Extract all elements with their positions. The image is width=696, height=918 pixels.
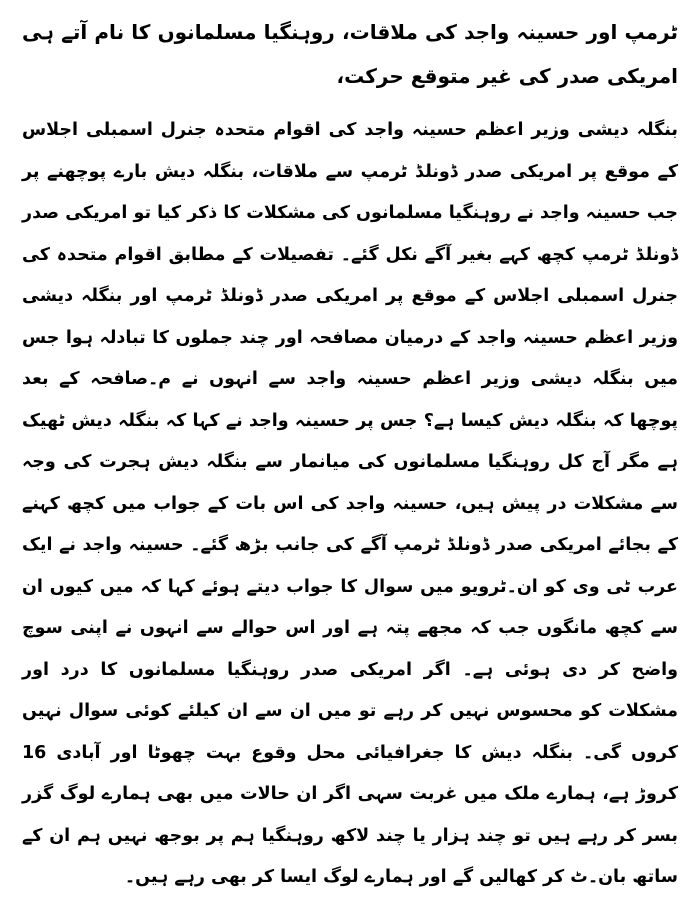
article-body: بنگلہ دیشی وزیر اعظم حسینہ واجد کی اقوام متحدہ جنرل اسمبلی اجلاس کے موقع پر امریکی صدر ڈونلڈ ٹرمپ سے ملاقات، بنگلہ دیش بارے پوچھنے پر جب حسینہ واجد نے روہنگیا مسلمانوں کی مشکلات کا ذکر کیا تو امریکی صدر ڈونلڈ ٹرمپ کچھ کہے بغیر آگے نکل گئے۔ تفصیلات کے مطابق اقوام متحدہ کی جنرل اسمبلی اجلاس کے موقع پر امریکی صدر ڈونلڈ ٹرمپ اور بنگلہ دیشی وزیر اعظم حسینہ واجد کے درمیان مصافحہ اور چند جملوں کا تبادلہ ہوا جس میں بنگلہ دیشی وزیر اعظم حسینہ واجد سے انہوں نے م۔صافحہ کے بعد پوچھا کہ بنگلہ دیش کیسا ہے؟ جس پر حسینہ واجد نے کہا کہ بنگلہ دیش ٹھیک ہے مگر آج کل روہنگیا مسلمانوں کی میانمار سے بنگلہ دیش ہجرت کی وجہ سے مشکلات در پیش ہیں، حسینہ واجد کی اس بات کے جواب میں کچھ کہنے کے بجائے امریکی صدر ڈونلڈ ٹرمپ آگے کی جانب بڑھ گئے۔ حسینہ واجد نے ایک عرب ٹی وی کو ان۔ٹرویو میں سوال کا جواب دیتے ہوئے کہا کہ میں کیوں ان سے کچھ مانگوں جب کہ مجھے پتہ ہے اور اس حوالے سے انہوں نے اپنی سوچ واضح کر دی ہوئی ہے۔ اگر امریکی صدر روہنگیا مسلمانوں کا درد اور مشکلات کو محسوس نہیں کر رہے تو میں ان سے ان کیلئے کوئی سوال نہیں کروں گی۔ بنگلہ دیش کا جغرافیائی محل وقوع بہت چھوٹا اور آبادی 16 کروڑ ہے، ہمارے ملک میں غربت سہی اگر ان حالات میں بھی ہمارے لوگ گزر بسر کر رہے ہیں تو چند ہزار یا چند لاکھ روہنگیا ہم پر بوجھ نہیں ہم ان کے ساتھ بان۔ٹ کر کھالیں گے اور ہمارے لوگ ایسا کر بھی رہے ہیں۔: [22, 120, 678, 887]
article-headline: ٹرمپ اور حسینہ واجد کی ملاقات، روہنگیا مسلمانوں کا نام آتے ہی امریکی صدر کی غیر متوقع حرکت،: [22, 20, 678, 88]
